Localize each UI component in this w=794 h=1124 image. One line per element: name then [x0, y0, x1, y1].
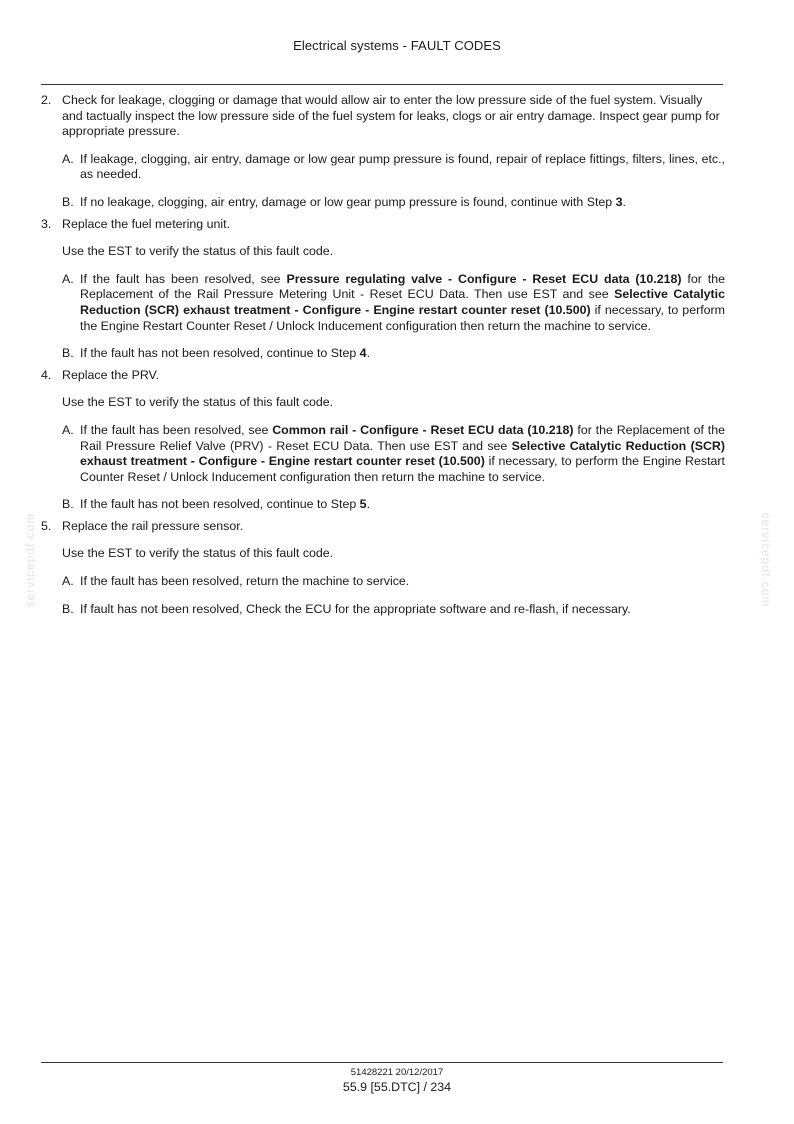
step-number: 3. — [41, 216, 52, 231]
procedure-link[interactable]: Selective Catalytic Reduction (SCR) exhaust treatment - Configure - Engine restart counter reset (10.500) — [80, 438, 725, 469]
page-number: 55.9 [55.DTC] / 234 — [342, 1080, 452, 1094]
procedure-link[interactable]: Selective Catalytic Reduction (SCR) exhaust treatment - Configure - Engine restart counter reset (10.500) — [80, 287, 725, 317]
procedure-link[interactable]: Common rail - Configure - Reset ECU data (10.218) — [272, 422, 574, 437]
step-reference: 4 — [359, 346, 367, 361]
step-4-option-a: A. If the fault has been resolved, see Common rail - Configure - Reset ECU data (10.218) for the Replacement of the Rail Pressure Relief Valve (PRV) - Reset ECU Data. Then use EST and see Selective Catalytic Reduction (SCR) exhaust treatment - Configure - Engine restart counter reset (10.500) if necessary, to perform the Engine Restart Counter Reset / Unlock Inducement configuration then return the machine to service. — [62, 422, 725, 484]
step-3-note: Use the EST to verify the status of this fault code. — [62, 244, 334, 259]
procedure-body — [41, 93, 725, 617]
step-5 — [41, 519, 725, 535]
option-letter: B. — [62, 497, 74, 512]
header-divider — [41, 84, 723, 85]
step-5-option-a — [41, 574, 725, 590]
option-text: If no leakage, clogging, air entry, damage or low gear pump pressure is found, continue with Step — [80, 194, 616, 209]
option-text: If leakage, clogging, air entry, damage or low gear pump pressure is found, repair of replace fittings, filters, lines, etc., as needed. — [80, 151, 725, 182]
option-letter: A. — [62, 271, 74, 286]
step-text: Replace the PRV. — [62, 367, 160, 382]
step-text: Replace the rail pressure sensor. — [62, 518, 244, 533]
option-letter: A. — [62, 422, 74, 437]
option-text: If the fault has been resolved, return the machine to service. — [80, 574, 410, 589]
step-number: 2. — [41, 93, 52, 107]
option-letter: B. — [62, 346, 74, 361]
watermark-right: servicepdf.com — [759, 512, 773, 608]
step-reference: 5 — [359, 497, 367, 512]
step-3-option-b: B. If the fault has not been resolved, continue to Step 4. — [62, 346, 371, 361]
step-4-note: Use the EST to verify the status of this fault code. — [62, 395, 334, 410]
option-letter: A. — [62, 151, 74, 166]
step-2 — [41, 93, 725, 140]
page-header-title: Electrical systems - FAULT CODES — [293, 38, 501, 53]
step-number: 4. — [41, 367, 52, 382]
procedure-link[interactable]: Pressure regulating valve - Configure - Reset ECU data (10.218) — [286, 271, 682, 286]
step-3-option-a: A. If the fault has been resolved, see Pressure regulating valve - Configure - Reset ECU data (10.218) for the Replacement of the Rail Pressure Metering Unit - Reset ECU Data. Then use EST and see Selective Catalytic Reduction (SCR) exhaust treatment - Configure - Engine restart counter reset (10.500) if necessary, to perform the Engine Restart Counter Reset / Unlock Inducement configuration then return the machine to service. — [62, 271, 726, 333]
step-4-option-b: B. If the fault has not been resolved, continue to Step 5. — [62, 497, 371, 512]
step-2-option-b: B. If no leakage, clogging, air entry, damage or low gear pump pressure is found, continue with Step 3. — [62, 194, 626, 209]
step-3 — [41, 217, 725, 233]
step-2-option-a — [41, 152, 725, 183]
step-5-option-b — [41, 602, 725, 618]
option-text: If fault has not been resolved, Check the ECU for the appropriate software and re-flash, if necessary. — [80, 601, 631, 616]
option-letter: B. — [62, 194, 74, 209]
step-number: 5. — [41, 518, 52, 533]
step-4 — [41, 368, 725, 384]
step-text: Check for leakage, clogging or damage that would allow air to enter the low pressure side of the fuel system. Visually and tactually inspect the low pressure side of the fuel system for leaks, clogs or air entry damage. Inspect gear pump for appropriate pressure. — [62, 93, 720, 139]
watermark-left: servicepdf.com — [23, 512, 37, 608]
step-reference: 3 — [615, 194, 623, 209]
step-5-note: Use the EST to verify the status of this fault code. — [62, 546, 334, 561]
step-text: Replace the fuel metering unit. — [62, 216, 231, 231]
option-letter: B. — [62, 601, 74, 616]
footer-divider — [41, 1062, 723, 1063]
document-code: 51428221 20/12/2017 — [350, 1067, 444, 1078]
option-letter: A. — [62, 574, 74, 589]
